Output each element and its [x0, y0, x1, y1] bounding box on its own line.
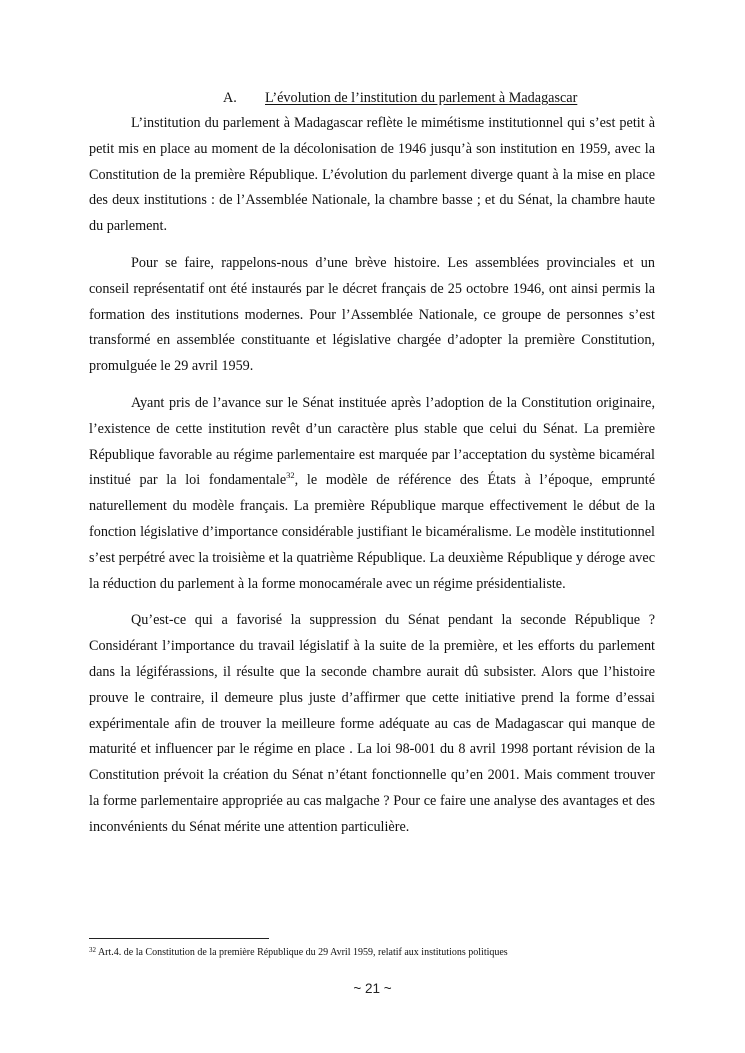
- paragraph-2: Pour se faire, rappelons-nous d’une brève histoire. Les assemblées provinciales et un conseil représentatif ont été instaurés par le décret français de 25 octobre 1946, ont ainsi permis la formation des institutions modernes. Pour l’Assemblée Nationale, ce groupe de personnes s’est transformé en assemblée constituante et législative chargée d’adopter la première Constitution, promulguée le 29 avril 1959.: [89, 254, 655, 375]
- paragraph-4: Qu’est-ce qui a favorisé la suppression du Sénat pendant la seconde République ? Considérant l’importance du travail législatif à la suite de la première, et les efforts du parlement dans la légiférassions, il résulte que la seconde chambre aurait dû subsister. Alors que l’histoire prouve le contraire, il demeure plus juste d’affirmer que cette initiative prend la forme d’essai expérimentale afin de trouver la meilleure forme adéquate au cas de Madagascar qui manque de maturité et influencer par le régime en place . La loi 98-001 du 8 avril 1998 portant révision de la Constitution prévoit la création du Sénat n’étant fonctionnelle qu’en 2001. Mais comment trouver la forme parlementaire appropriée au cas malgache ? Pour ce faire une analyse des avantages et des inconvénients du Sénat mérite une attention particulière.: [89, 612, 655, 835]
- footnote-text: Art.4. de la Constitution de la première République du 29 Avril 1959, relatif aux institutions politiques: [96, 947, 508, 958]
- section-title: L’évolution de l’institution du parlement à Madagascar: [265, 90, 578, 106]
- paragraph-3-text-end: , le modèle de référence des États à l’époque, emprunté naturellement du modèle français. La première République marque effectivement le début de la fonction législative d’importance considérable justifiant le bicaméralisme. Le modèle institutionnel s’est perpétré avec la troisième et la quatrième République. La deuxième République y déroge avec la réduction du parlement à la forme monocamérale avec un régime présidentialiste.: [89, 472, 656, 592]
- paragraph-3: [89, 391, 655, 597]
- footnote-separator: [89, 938, 269, 939]
- page-number: ~ 21 ~: [353, 981, 392, 996]
- body-text: [89, 111, 655, 841]
- section-number: A.: [223, 90, 237, 106]
- paragraph-1: L’institution du parlement à Madagascar reflète le mimétisme institutionnel qui s’est petit à petit mis en place au moment de la décolonisation de 1946 jusqu’à son institution en 1959, avec la Constitution de la première République. L’évolution du parlement diverge quant à la mise en place des deux institutions : de l’Assemblée Nationale, la chambre basse ; et du Sénat, la chambre haute du parlement.: [89, 115, 655, 235]
- paragraph-3-text-start: Ayant pris de l’avance sur le Sénat instituée après l’adoption de la Constitution originaire, l’existence de cette institution revêt d’un caractère plus stable que celui du Sénat. La première République favorable au régime parlementaire est marquée par l’acceptation du système bicaméral institué par la loi fondamentale: [89, 394, 655, 489]
- footnote: [89, 946, 689, 960]
- footnote-reference[interactable]: 32: [286, 470, 295, 481]
- footnote-number: 32: [89, 946, 96, 954]
